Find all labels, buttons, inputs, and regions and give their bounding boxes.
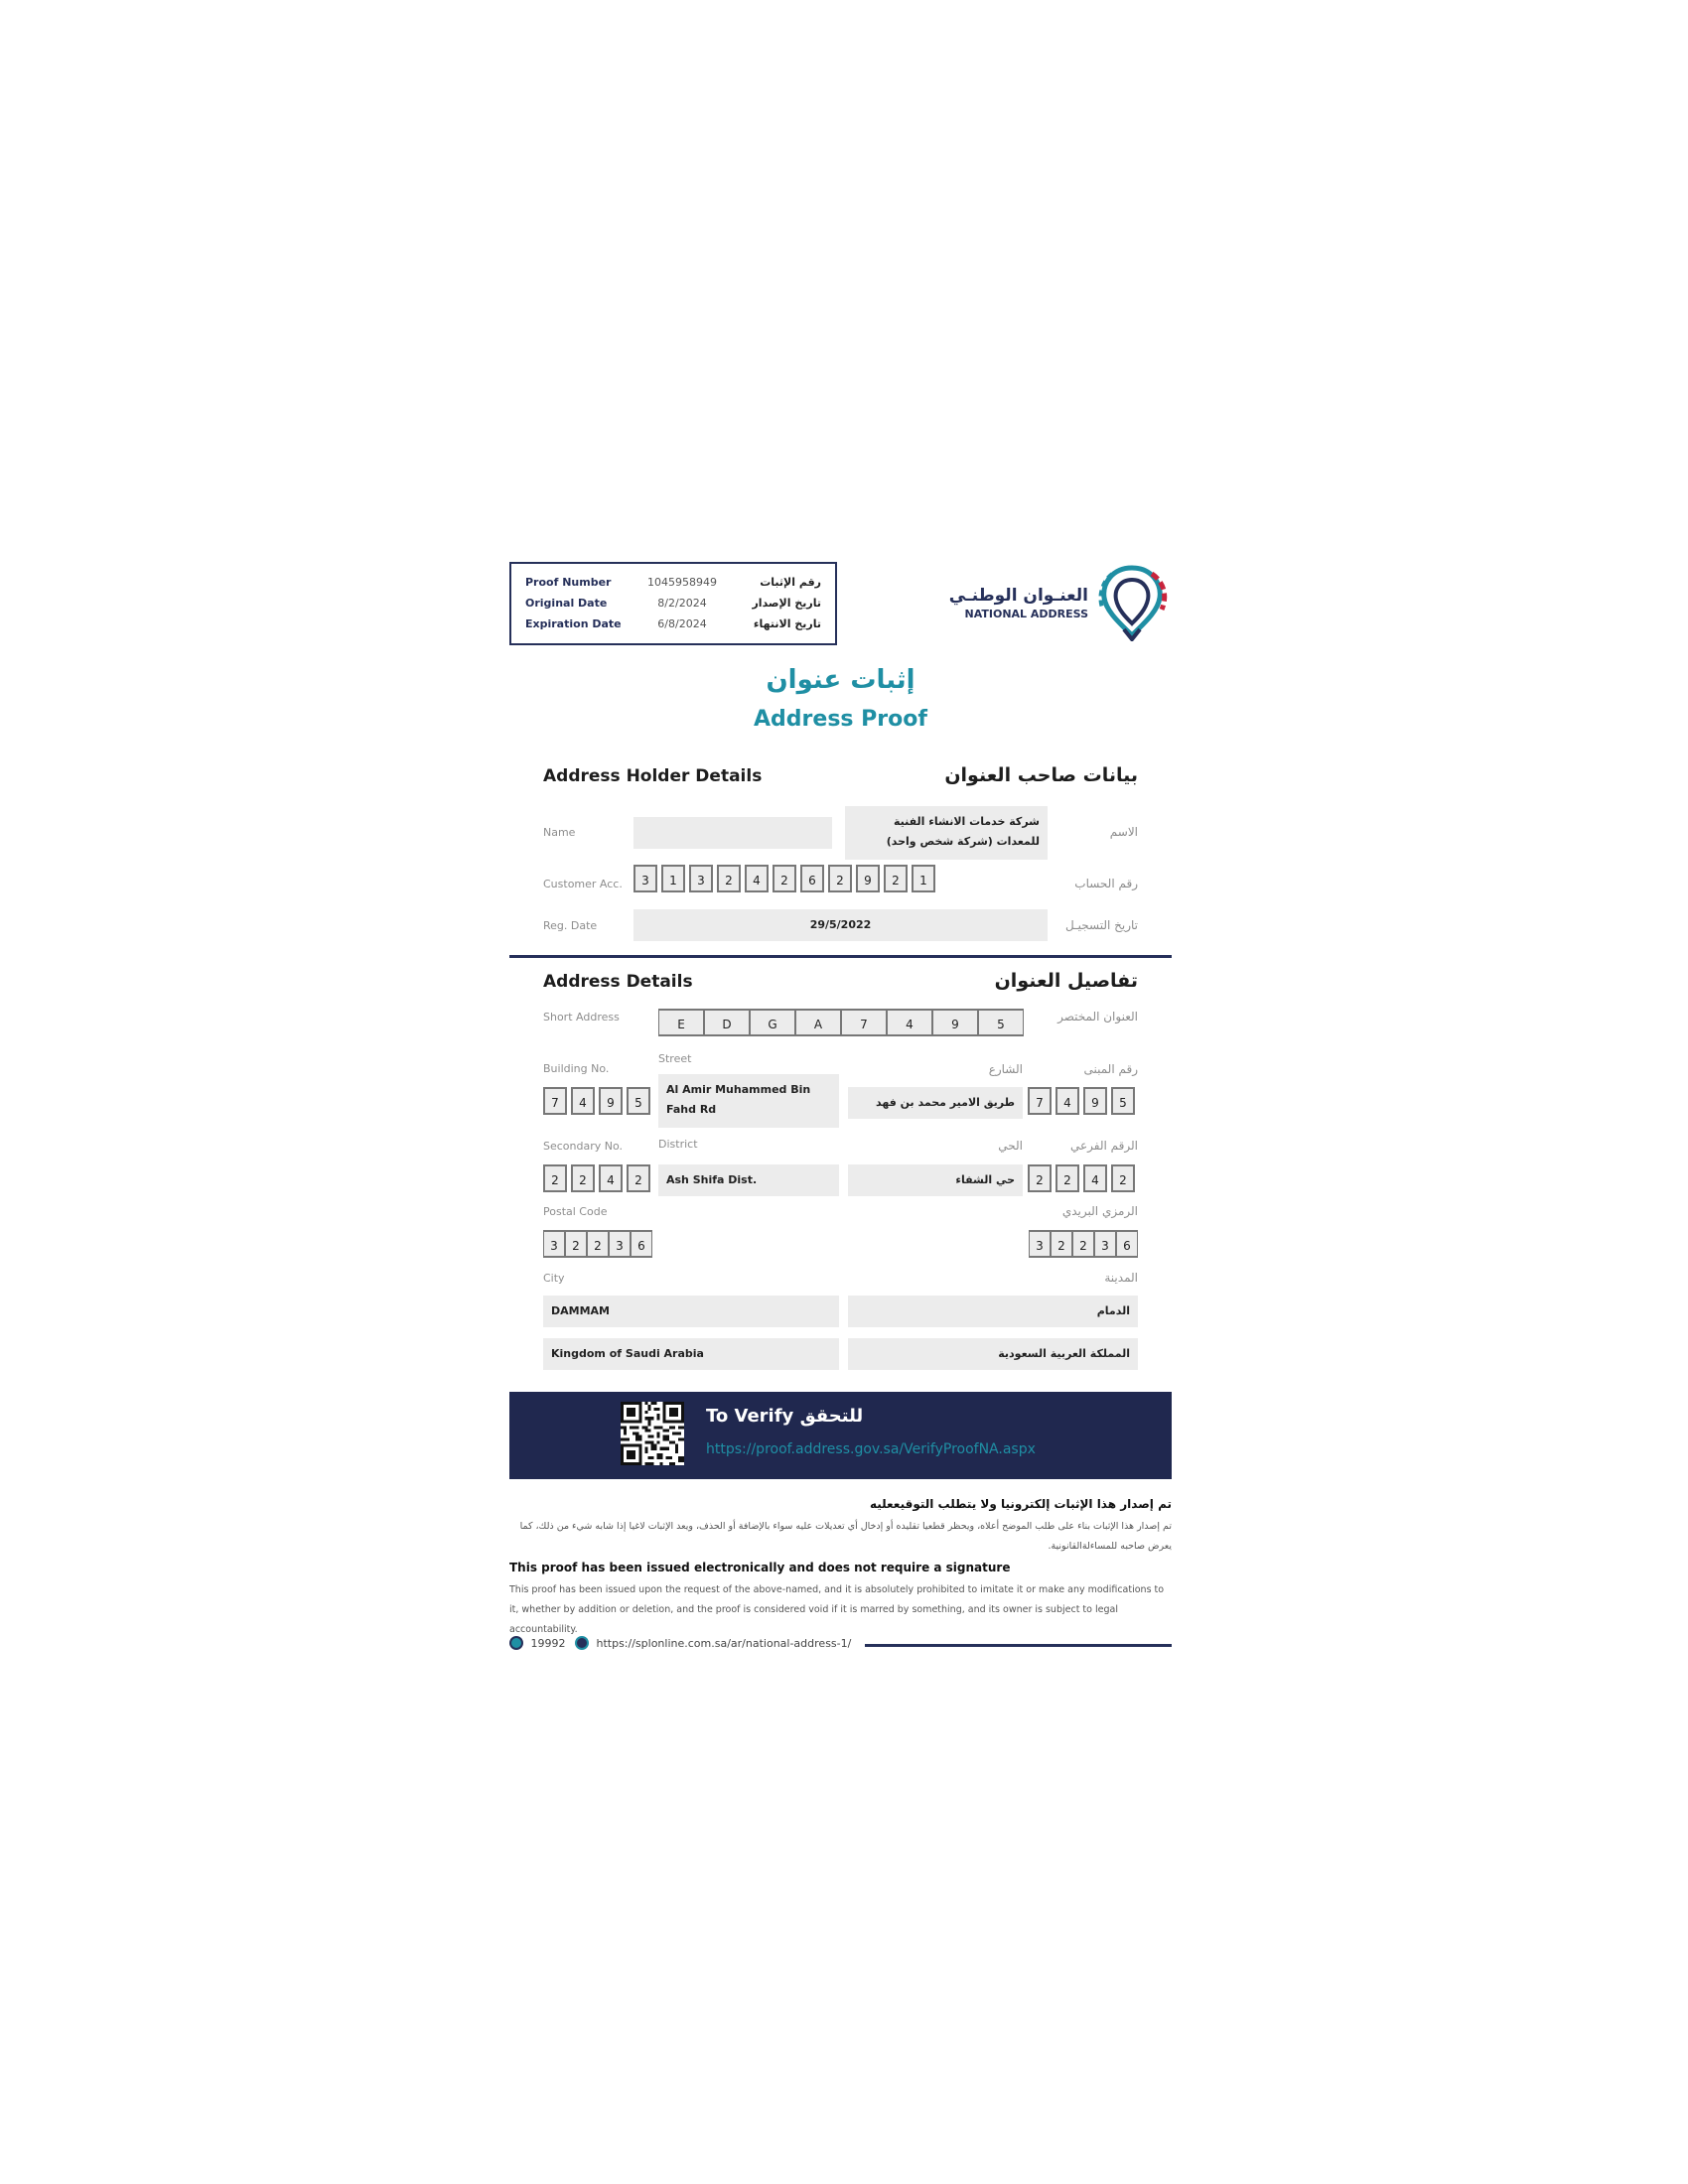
short-address-label-ar: العنوان المختصر	[1057, 1010, 1138, 1024]
note-heading-en: This proof has been issued electronically and does not require a signature	[509, 1561, 1011, 1574]
name-label: Name	[543, 826, 576, 839]
expiration-date-label-ar: تاريخ الانتهاء	[753, 617, 821, 630]
expiration-date-row	[511, 617, 835, 637]
short-address-char: D	[704, 1009, 750, 1036]
city-field-ar: الدمام	[848, 1296, 1138, 1327]
name-label-ar: الاسم	[1109, 825, 1138, 839]
district-label: District	[658, 1138, 698, 1151]
original-date-value: 8/2/2024	[657, 597, 707, 610]
secondary-digit: 4	[1083, 1164, 1107, 1192]
footer-phone: 19992	[530, 1636, 566, 1650]
secondary-label-ar: الرقم الفرعي	[1070, 1139, 1138, 1153]
account-digit: 2	[773, 865, 796, 892]
city-field-en: DAMMAM	[543, 1296, 839, 1327]
short-address-char: G	[750, 1009, 795, 1036]
name-line-2-ar: للمعدات (شركة شخص واحد)	[886, 835, 1040, 848]
proof-number-row	[511, 576, 835, 596]
street-label-ar: الشارع	[988, 1062, 1023, 1076]
city-label-ar: المدينة	[1104, 1271, 1138, 1285]
holder-section-title-ar: بيانات صاحب العنوان	[944, 764, 1138, 786]
short-address-chars	[658, 1009, 1024, 1036]
proof-meta-box	[509, 562, 837, 645]
building-digits	[543, 1087, 654, 1115]
name-field-ar	[845, 806, 1048, 860]
postal-digit: 2	[1051, 1230, 1072, 1258]
address-section-title: Address Details	[543, 972, 693, 992]
secondary-digit: 2	[1028, 1164, 1052, 1192]
logo-name-en: NATIONAL ADDRESS	[964, 608, 1088, 620]
building-digit: 7	[1028, 1087, 1052, 1115]
title-ar: إثبات عنوان	[766, 665, 915, 695]
title-en: Address Proof	[754, 707, 927, 732]
account-digit: 3	[633, 865, 657, 892]
short-address-label: Short Address	[543, 1011, 620, 1024]
secondary-digit: 2	[571, 1164, 595, 1192]
note-heading-ar: تم إصدار هذا الإثبات إلكترونيا ولا يتطلب التوقيععليه	[869, 1497, 1172, 1511]
secondary-digit: 2	[1111, 1164, 1135, 1192]
building-digit: 5	[1111, 1087, 1135, 1115]
account-digit: 2	[717, 865, 741, 892]
proof-number-value: 1045958949	[647, 576, 717, 589]
qr-code-icon	[621, 1402, 684, 1465]
street-field-en: Al Amir Muhammed Bin Fahd Rd	[658, 1074, 839, 1128]
district-field-ar: حي الشفاء	[848, 1164, 1023, 1196]
building-digits-ar	[1028, 1087, 1139, 1115]
postal-digits-ar	[1029, 1230, 1138, 1258]
building-digit: 9	[1083, 1087, 1107, 1115]
postal-digit: 3	[543, 1230, 565, 1258]
street-field-ar: طريق الامير محمد بن فهد	[848, 1087, 1023, 1119]
short-address-char: 5	[978, 1009, 1024, 1036]
name-line-1-ar: شركة خدمات الانشاء الفنية	[893, 815, 1040, 828]
account-digit: 2	[828, 865, 852, 892]
address-section-title-ar: تفاصيل العنوان	[994, 970, 1138, 992]
expiration-date-label: Expiration Date	[525, 617, 622, 630]
customer-account-label-ar: رقم الحساب	[1074, 877, 1138, 890]
account-digit: 2	[884, 865, 908, 892]
building-digit: 7	[543, 1087, 567, 1115]
country-field-ar: المملكة العربية السعودية	[848, 1338, 1138, 1370]
city-label: City	[543, 1272, 565, 1285]
secondary-digit: 4	[599, 1164, 623, 1192]
note-body-en: This proof has been issued upon the request of the above-named, and it is absolutely prohibited to imitate it or make any modifications to it, whether by addition or deletion, and the proof is considered void if it is marred by something, and its owner is subject to legal accountability.	[509, 1584, 1165, 1635]
account-digit: 1	[912, 865, 935, 892]
secondary-digits-ar	[1028, 1164, 1139, 1192]
account-digit: 1	[661, 865, 685, 892]
account-digit: 6	[800, 865, 824, 892]
short-address-char: E	[658, 1009, 704, 1036]
customer-account-label: Customer Acc.	[543, 878, 623, 890]
section-divider	[509, 955, 1172, 958]
postal-label-ar: الرمزي البريدي	[1061, 1204, 1138, 1218]
reg-date-label-ar: تاريخ التسجيـل	[1065, 918, 1138, 932]
verify-link[interactable]: https://proof.address.gov.sa/VerifyProofNA.aspx	[706, 1441, 1036, 1457]
verify-banner	[509, 1392, 1172, 1479]
postal-digit: 2	[565, 1230, 587, 1258]
building-digit: 9	[599, 1087, 623, 1115]
secondary-label: Secondary No.	[543, 1140, 624, 1153]
building-digit: 4	[571, 1087, 595, 1115]
district-label-ar: الحي	[998, 1139, 1023, 1153]
postal-digit: 3	[1029, 1230, 1051, 1258]
national-address-logo-icon	[1094, 560, 1170, 641]
proof-number-label-ar: رقم الإثبات	[760, 576, 821, 589]
building-label-ar: رقم المبنى	[1083, 1062, 1138, 1076]
postal-label: Postal Code	[543, 1205, 608, 1218]
short-address-char: 7	[841, 1009, 887, 1036]
building-label: Building No.	[543, 1062, 610, 1075]
account-digit: 9	[856, 865, 880, 892]
customer-account-digits	[633, 865, 939, 892]
postal-digit: 6	[631, 1230, 652, 1258]
secondary-digit: 2	[1055, 1164, 1079, 1192]
footer-url[interactable]: https://splonline.com.sa/ar/national-address-1/	[596, 1636, 852, 1650]
proof-number-label: Proof Number	[525, 576, 612, 589]
short-address-char: 4	[887, 1009, 932, 1036]
postal-digit: 3	[1094, 1230, 1116, 1258]
district-field-en: Ash Shifa Dist.	[658, 1164, 839, 1196]
reg-date-field: 29/5/2022	[633, 909, 1048, 941]
logo-name-ar: العنـوان الوطنـي	[948, 586, 1088, 606]
postal-digit: 2	[1072, 1230, 1094, 1258]
country-field-en: Kingdom of Saudi Arabia	[543, 1338, 839, 1370]
secondary-digit: 2	[543, 1164, 567, 1192]
note-body-ar: تم إصدار هذا الإثبات بناء على طلب الموضح أعلاه، ويحظر قطعيا تقليده أو إدخال أي تعديلات عليه سواء بالإضافة أو الحذف، ويعد الإثبات لاغيا إذا شابه شيء من ذلك، كما يعرض صاحبه للمساءلةالقانونية.	[519, 1521, 1172, 1552]
postal-digits	[543, 1230, 652, 1258]
account-digit: 3	[689, 865, 713, 892]
holder-section-title: Address Holder Details	[543, 766, 763, 786]
original-date-label: Original Date	[525, 597, 608, 610]
original-date-label-ar: تاريخ الإصدار	[752, 597, 821, 610]
address-proof-document	[509, 556, 1172, 1663]
verify-title: To Verify للتحقق	[706, 1406, 864, 1427]
postal-digit: 6	[1116, 1230, 1138, 1258]
reg-date-label: Reg. Date	[543, 919, 598, 932]
footer	[509, 1636, 1172, 1656]
street-label: Street	[658, 1052, 692, 1065]
account-digit: 4	[745, 865, 769, 892]
phone-icon	[509, 1636, 523, 1650]
name-field-en	[633, 817, 832, 849]
short-address-char: A	[795, 1009, 841, 1036]
postal-digit: 2	[587, 1230, 609, 1258]
footer-rule	[865, 1644, 1172, 1647]
secondary-digit: 2	[627, 1164, 650, 1192]
expiration-date-value: 6/8/2024	[657, 617, 707, 630]
original-date-row	[511, 597, 835, 616]
short-address-char: 9	[932, 1009, 978, 1036]
building-digit: 4	[1055, 1087, 1079, 1115]
building-digit: 5	[627, 1087, 650, 1115]
globe-icon	[575, 1636, 589, 1650]
secondary-digits	[543, 1164, 654, 1192]
postal-digit: 3	[609, 1230, 631, 1258]
